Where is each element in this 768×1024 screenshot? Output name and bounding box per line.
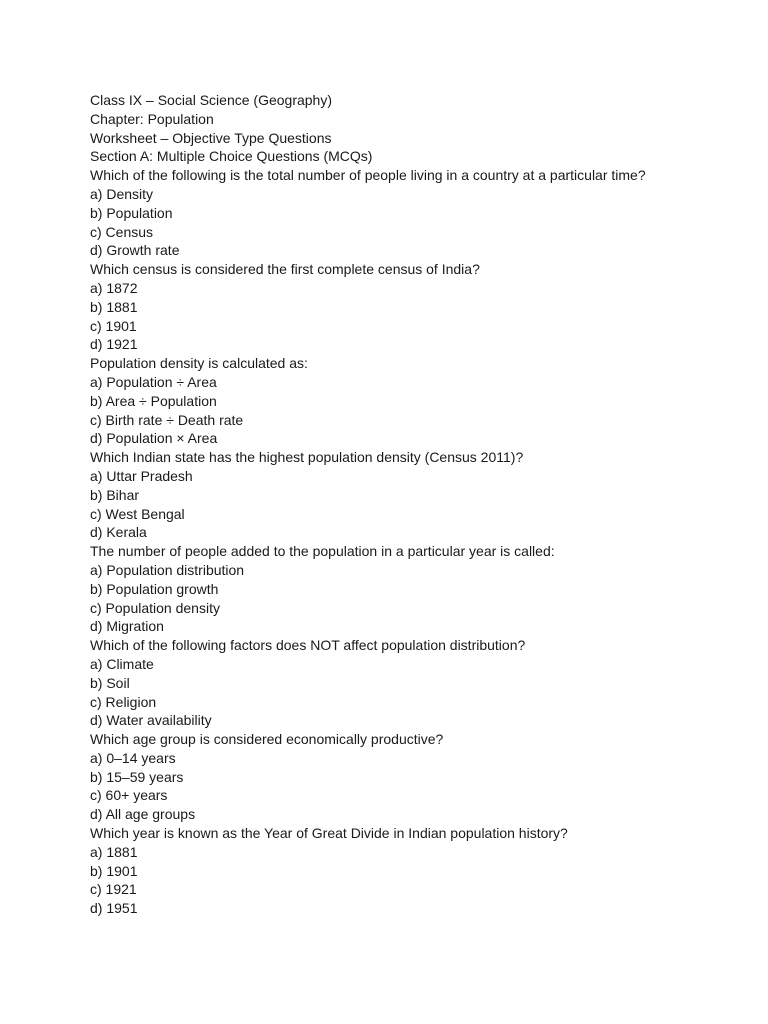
class-subject-heading: Class IX – Social Science (Geography)	[90, 92, 332, 108]
question-list	[90, 166, 740, 918]
section-heading: Section A: Multiple Choice Questions (MCQs)	[90, 148, 373, 165]
answer-option: a) 1881	[90, 843, 138, 860]
answer-option: b) Soil	[90, 674, 130, 691]
worksheet-heading: Worksheet – Objective Type Questions	[90, 129, 332, 146]
question-block	[90, 542, 740, 636]
answer-option: b) 15–59 years	[90, 768, 184, 785]
answer-option: a) Uttar Pradesh	[90, 467, 193, 484]
answer-option: a) 1872	[90, 279, 138, 296]
answer-option: c) 1921	[90, 881, 137, 898]
answer-option: c) 60+ years	[90, 787, 168, 804]
answer-option: c) 1901	[90, 317, 137, 334]
answer-option: d) Population × Area	[90, 430, 218, 447]
chapter-heading: Chapter: Population	[90, 110, 214, 127]
question-block	[90, 636, 740, 730]
question-block	[90, 824, 740, 918]
answer-option: b) Area ÷ Population	[90, 392, 217, 409]
answer-option: b) 1881	[90, 298, 138, 315]
question-block	[90, 448, 740, 542]
question-text: The number of people added to the population in a particular year is called:	[90, 543, 555, 560]
question-text: Population density is calculated as:	[90, 355, 308, 372]
answer-option: a) Population ÷ Area	[90, 373, 217, 390]
answer-option: b) Population	[90, 204, 173, 221]
worksheet-document	[90, 91, 740, 918]
question-text: Which of the following factors does NOT affect population distribution?	[90, 637, 526, 654]
answer-option: d) All age groups	[90, 806, 196, 823]
answer-option: c) West Bengal	[90, 505, 185, 522]
answer-option: d) 1951	[90, 900, 138, 917]
answer-option: d) Water availability	[90, 712, 212, 729]
question-text: Which Indian state has the highest population density (Census 2011)?	[90, 449, 524, 466]
answer-option: a) 0–14 years	[90, 749, 176, 766]
question-block	[90, 730, 740, 824]
answer-option: c) Census	[90, 223, 154, 240]
answer-option: c) Birth rate ÷ Death rate	[90, 411, 244, 428]
answer-option: c) Religion	[90, 693, 157, 710]
answer-option: a) Population distribution	[90, 561, 245, 578]
question-text: Which year is known as the Year of Great Divide in Indian population history?	[90, 825, 568, 842]
question-block	[90, 166, 740, 260]
answer-option: d) Migration	[90, 618, 164, 635]
question-text: Which census is considered the first complete census of India?	[90, 261, 480, 278]
answer-option: b) Bihar	[90, 486, 140, 503]
question-text: Which age group is considered economically productive?	[90, 731, 444, 748]
answer-option: d) 1921	[90, 336, 138, 353]
question-text: Which of the following is the total number of people living in a country at a particular time?	[90, 167, 646, 184]
question-block	[90, 354, 740, 448]
answer-option: d) Growth rate	[90, 242, 180, 259]
answer-option: a) Density	[90, 185, 154, 202]
answer-option: c) Population density	[90, 599, 220, 616]
question-block	[90, 260, 740, 354]
answer-option: d) Kerala	[90, 524, 147, 541]
answer-option: b) Population growth	[90, 580, 219, 597]
answer-option: a) Climate	[90, 655, 154, 672]
answer-option: b) 1901	[90, 862, 138, 879]
